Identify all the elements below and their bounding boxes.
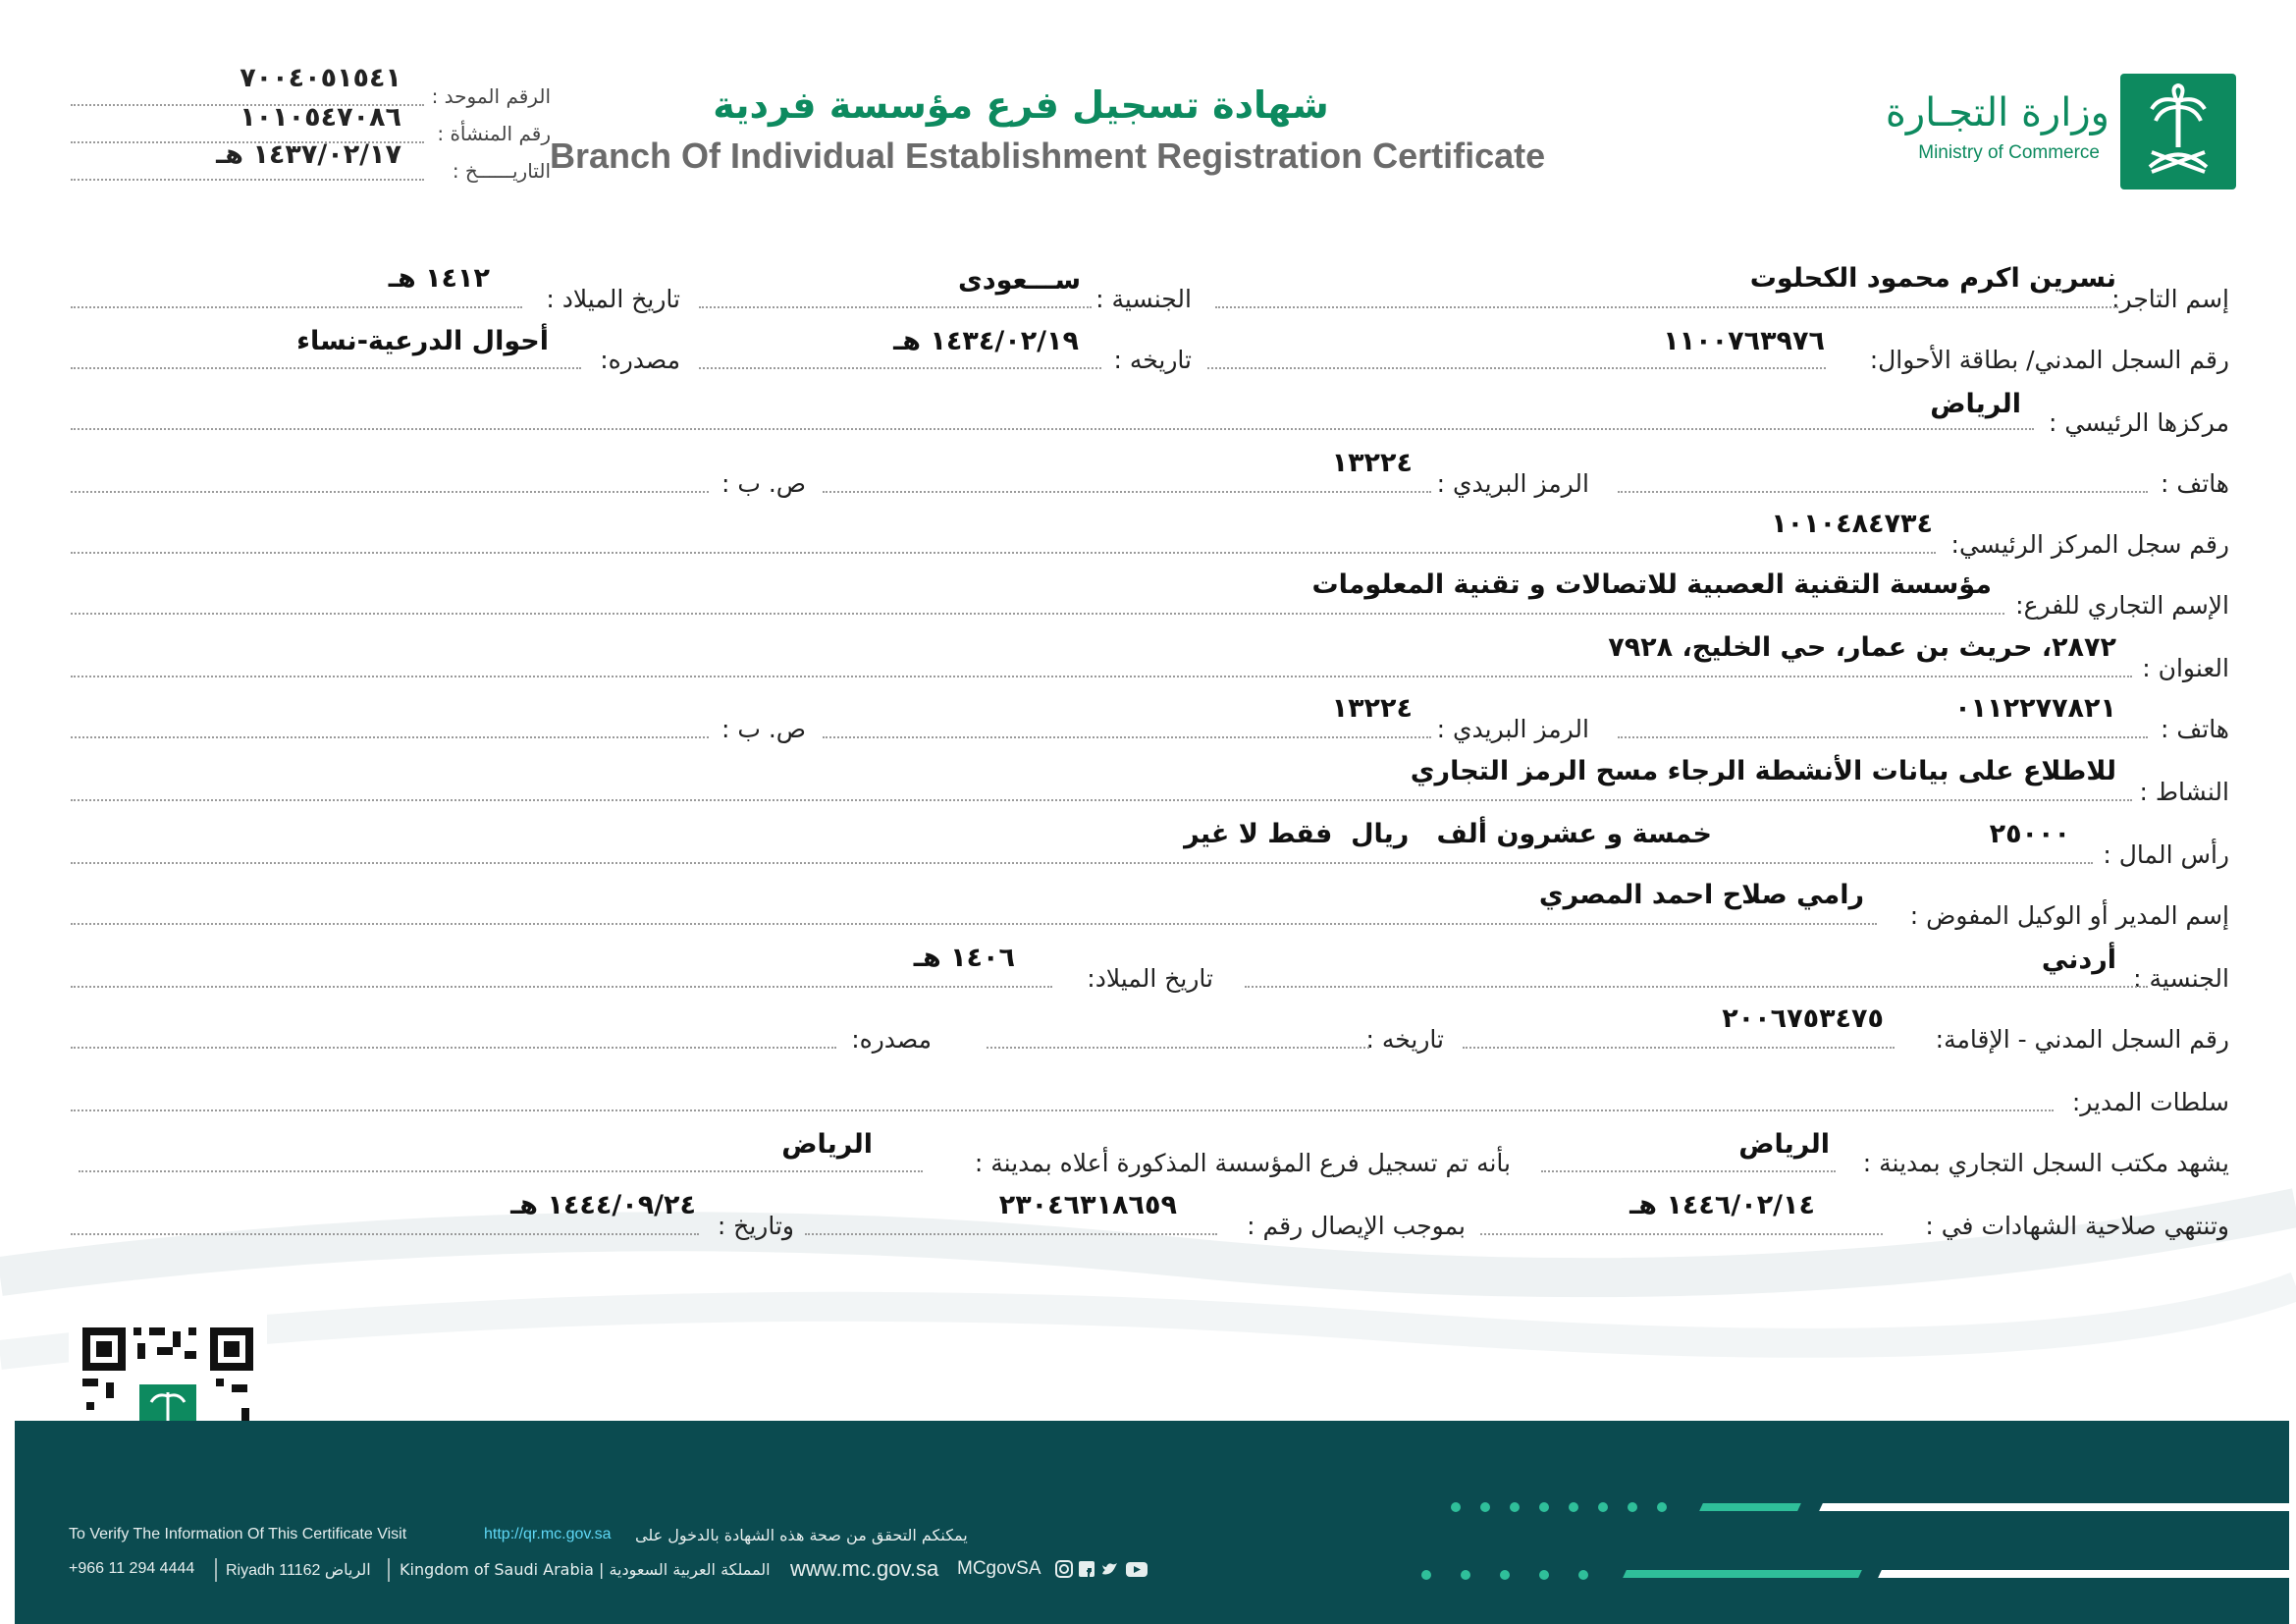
palm-swords-emblem-icon [2120, 74, 2236, 189]
capital-value: ٢٥٠٠٠ [1989, 819, 2070, 849]
manager-authority-label: سلطات المدير: [2071, 1088, 2229, 1116]
date-value: ١٤٣٧/٠٢/١٧ هـ [216, 139, 401, 170]
birth-date-label: تاريخ الميلاد : [546, 285, 680, 313]
instagram-icon[interactable] [1056, 1561, 1072, 1577]
ministry-name-ar: وزارة التجـارة [1885, 90, 2109, 135]
postal-code-1-label: الرمز البريدي : [1436, 469, 1589, 498]
phone-2-label: هاتف : [2160, 715, 2229, 743]
expiry-label: وتنتهي صلاحية الشهادات في : [1925, 1212, 2229, 1240]
residency-date-label: تاريخه : [1365, 1025, 1444, 1054]
footer-country: Kingdom of Saudi Arabia | المملكة العربية السعودية [400, 1560, 771, 1579]
po-box-1-label: ص. ب : [721, 469, 806, 498]
certificate-title-ar: شهادة تسجيل فرع مؤسسة فردية [713, 83, 1329, 127]
certify-label: يشهد مكتب السجل التجاري بمدينة : [1862, 1149, 2229, 1177]
source-label: مصدره: [600, 346, 680, 374]
registered-city-value: الرياض [781, 1129, 873, 1160]
postal-code-2-label: الرمز البريدي : [1436, 715, 1589, 743]
footer-social-handle: MCgovSA [957, 1558, 1041, 1579]
activity-value: للاطلاع على بيانات الأنشطة الرجاء مسح الرمز التجاري [1410, 756, 2116, 786]
receipt-label: بموجب الإيصال رقم : [1247, 1212, 1466, 1240]
manager-birth-label: تاريخ الميلاد: [1087, 964, 1213, 993]
verify-text-en: To Verify The Information Of This Certificate Visit [69, 1526, 407, 1543]
address-label: العنوان : [2142, 654, 2229, 682]
birth-date-value: ١٤١٢ هـ [388, 263, 490, 294]
hq-registry-value: ١٠١٠٤٨٤٧٣٤ [1771, 509, 1933, 539]
footer-website-link[interactable]: www.mc.gov.sa [790, 1556, 939, 1581]
merchant-name-label: إسم التاجر: [2111, 285, 2229, 313]
manager-nationality-label: الجنسية : [2133, 964, 2229, 993]
activity-label: النشاط : [2139, 778, 2229, 806]
manager-name-value: رامي صلاح احمد المصري [1538, 880, 1864, 910]
social-icons [1055, 1559, 1163, 1583]
unified-number-label: الرقم الموحد : [431, 84, 551, 108]
manager-name-label: إسم المدير أو الوكيل المفوض : [1909, 901, 2229, 930]
postal-code-1-value: ١٣٢٢٤ [1331, 448, 1413, 478]
nationality-value: ســـعودى [957, 265, 1081, 296]
twitter-icon[interactable] [1102, 1563, 1117, 1574]
facility-number-value: ١٠١٠٥٤٧٠٨٦ [240, 102, 401, 133]
residency-value: ٢٠٠٦٧٥٣٤٧٥ [1722, 1003, 1884, 1034]
civil-registry-label: رقم السجل المدني/ بطاقة الأحوال: [1869, 346, 2229, 374]
receipt-value: ٢٣٠٤٦٣١٨٦٥٩ [998, 1190, 1177, 1220]
residency-label: رقم السجل المدني - الإقامة: [1935, 1025, 2229, 1054]
expiry-value: ١٤٤٦/٠٢/١٤ هـ [1629, 1190, 1815, 1220]
merchant-name-value: نسرين اكرم محمود الكحلوت [1749, 263, 2116, 294]
date-label: التاريــــــخ : [452, 159, 551, 183]
unified-number-value: ٧٠٠٤٠٥١٥٤١ [240, 63, 401, 93]
receipt-date-label: وتاريخ : [717, 1212, 794, 1240]
civil-registry-value: ١١٠٠٧٦٣٩٧٦ [1663, 326, 1825, 356]
facebook-icon[interactable] [1079, 1561, 1095, 1577]
manager-nationality-value: أردني [2041, 945, 2116, 975]
address-value: ٢٨٧٢، حريث بن عمار، حي الخليج، ٧٩٢٨ [1608, 632, 2116, 663]
background-waves [0, 1080, 2296, 1434]
capital-label: رأس المال : [2103, 840, 2229, 869]
postal-code-2-value: ١٣٢٢٤ [1331, 693, 1413, 724]
footer-city: Riyadh 11162 الرياض [226, 1562, 371, 1579]
receipt-date-value: ١٤٤٤/٠٩/٢٤ هـ [510, 1190, 696, 1220]
trade-name-label: الإسم التجاري للفرع: [2015, 591, 2229, 620]
headquarters-label: مركزها الرئيسي : [2049, 408, 2229, 437]
footer-phone: +966 11 294 4444 [69, 1560, 195, 1577]
phone-2-value: ٠١١٢٢٧٧٨٢١ [1954, 693, 2116, 724]
headquarters-value: الرياض [1930, 389, 2021, 419]
ministry-name-en: Ministry of Commerce [1918, 142, 2100, 163]
trade-name-value: مؤسسة التقنية العصبية للاتصالات و تقنية المعلومات [1311, 569, 1992, 600]
footer-bar [15, 1421, 2289, 1624]
civil-date-value: ١٤٣٤/٠٢/١٩ هـ [893, 326, 1079, 356]
residency-source-label: مصدره: [851, 1025, 932, 1054]
manager-birth-value: ١٤٠٦ هـ [913, 943, 1015, 973]
certificate-title-en: Branch Of Individual Establishment Registration Certificate [550, 135, 1546, 176]
certify-city-value: الرياض [1738, 1129, 1830, 1160]
civil-date-label: تاريخه : [1113, 346, 1192, 374]
facility-number-label: رقم المنشأة : [437, 122, 551, 145]
youtube-icon[interactable] [1126, 1562, 1148, 1577]
verify-url-link[interactable]: http://qr.mc.gov.sa [484, 1526, 612, 1543]
registered-label: بأنه تم تسجيل فرع المؤسسة المذكورة أعلاه بمدينة : [974, 1149, 1511, 1177]
nationality-label: الجنسية : [1095, 285, 1192, 313]
ministry-emblem [2120, 74, 2236, 189]
source-value: أحوال الدرعية-نساء [296, 326, 549, 356]
capital-in-words: خمسة و عشرون ألف ريال فقط لا غير [1184, 819, 1712, 849]
hq-registry-label: رقم سجل المركز الرئيسي: [1950, 530, 2229, 559]
phone-1-label: هاتف : [2160, 469, 2229, 498]
po-box-2-label: ص. ب : [721, 715, 806, 743]
verify-text-ar: يمكنكم التحقق من صحة هذه الشهادة بالدخول على [635, 1526, 968, 1544]
